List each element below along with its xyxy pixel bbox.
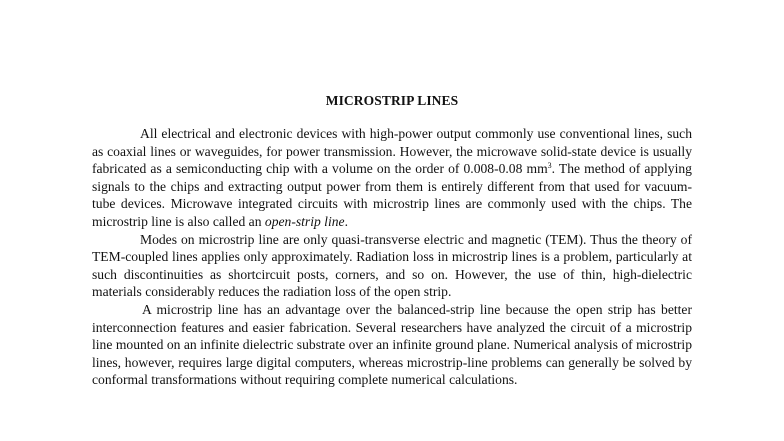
volume-exponent: 3 [547, 161, 552, 171]
page-title: MICROSTRIP LINES [325, 93, 459, 108]
paragraph-1-end: . [344, 213, 348, 229]
document-body [92, 125, 692, 389]
paragraph-1-text-continued: . The method of applying signals to the chips and extracting output power from them is entirely different from that used for vacuum-tube devices. Microwave integrated circuits with microstrip lines are commonly used with the chips. The microstrip line is also called an [92, 161, 692, 229]
paragraph-2: Modes on microstrip line are only quasi-transverse electric and magnetic (TEM). Thus the theory of TEM-coupled lines applies only approximately. Radiation loss in microstrip lines is a problem, particularly at such discontinuities as shortcircuit posts, corners, and so on. However, the use of thin, high-dielectric materials considerably reduces the radiation loss of the open strip. [92, 231, 692, 300]
italic-term: open-strip line [264, 213, 345, 229]
paragraph-1 [92, 125, 692, 231]
paragraph-1-text: All electrical and electronic devices with high-power output commonly use conventional lines, such as coaxial lines or waveguides, for power transmission. However, the microwave solid-state device is usually fabricated as a semiconducting chip with a volume on the order of 0.008-0.08 mm [92, 126, 692, 177]
paragraph-3: A microstrip line has an advantage over the balanced-strip line because the open strip has better interconnection features and easier fabrication. Several researchers have analyzed the circuit of a microstrip line mounted on an infinite dielectric substrate over an infinite ground plane. Numerical analysis of microstrip lines, however, requires large digital computers, whereas microstrip-line problems can generally be solved by conformal transformations without requiring complete numerical calculations. [92, 301, 692, 388]
